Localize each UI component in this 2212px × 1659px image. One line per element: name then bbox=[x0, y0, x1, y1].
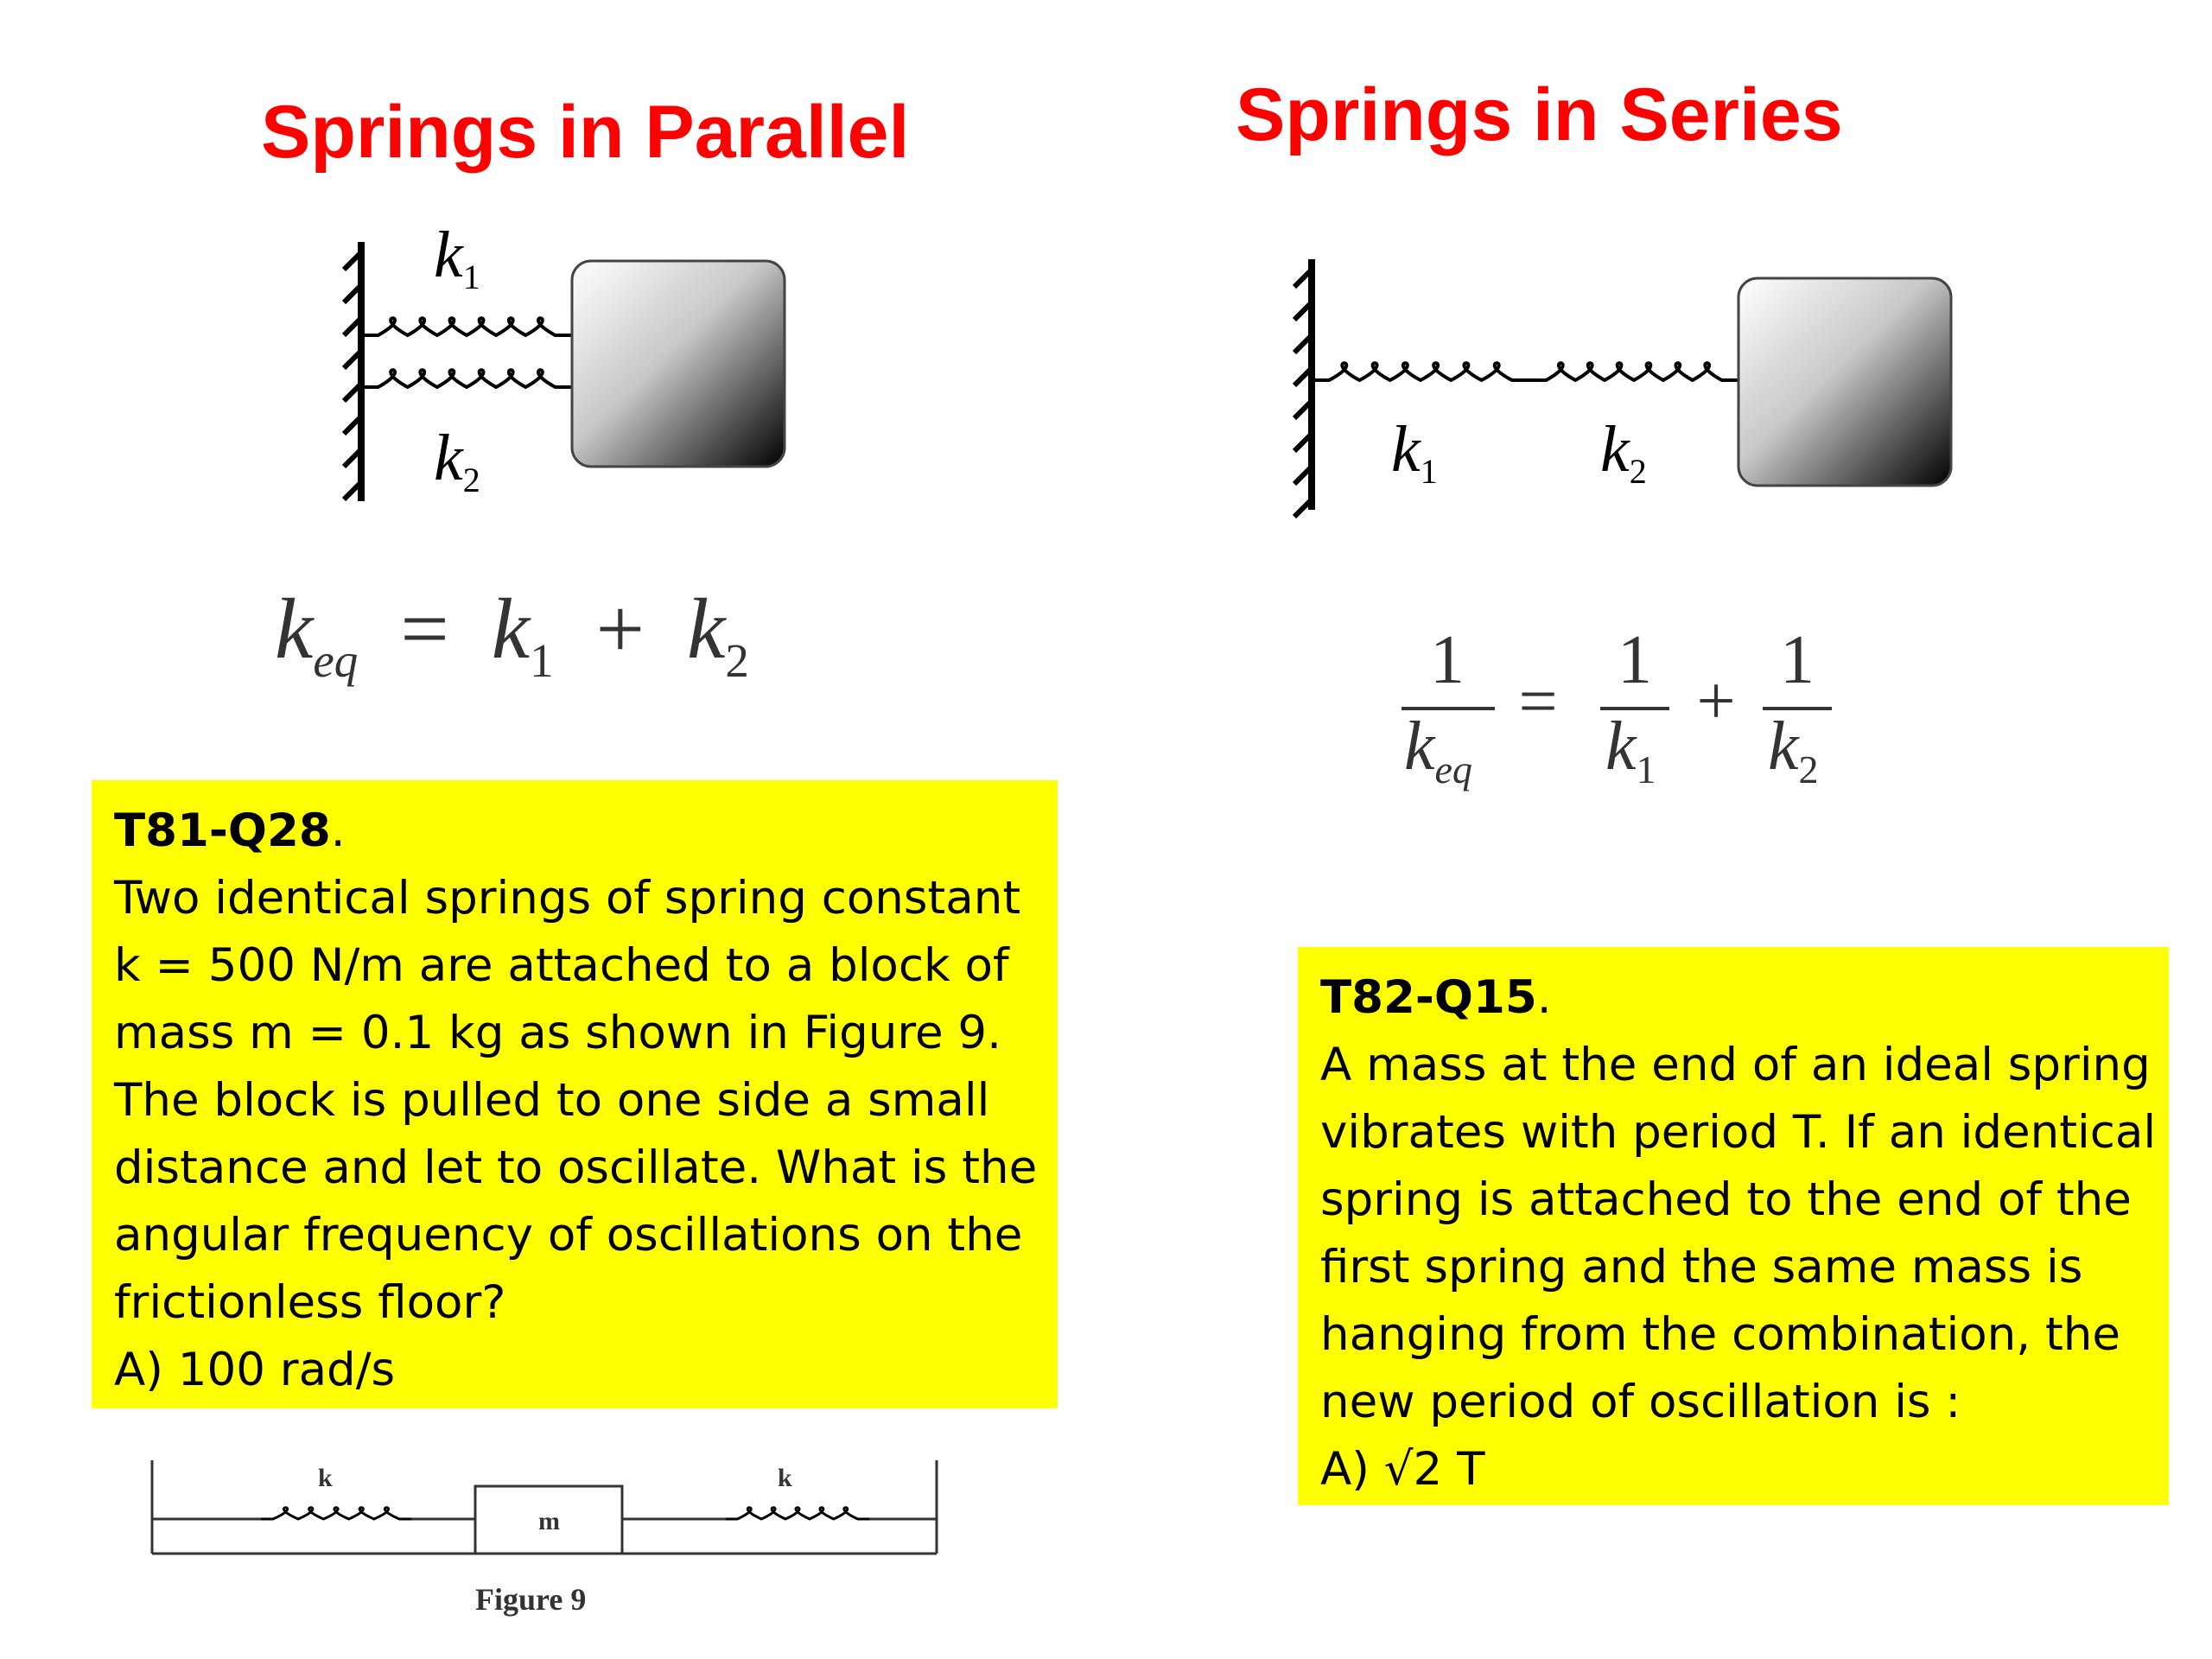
parallel-springs bbox=[361, 318, 572, 387]
svg-text:keq: $k_{eq}$ bbox=[1404, 709, 1472, 791]
spring-coil bbox=[1529, 363, 1738, 380]
spring-coil bbox=[361, 318, 572, 335]
series-springs bbox=[1312, 363, 1738, 380]
question-line: spring is attached to the end of the bbox=[1320, 1173, 2132, 1226]
parallel-title: Springs in Parallel bbox=[261, 91, 910, 174]
question-box-t82-q15 bbox=[1298, 947, 2169, 1505]
series-title: Springs in Series bbox=[1236, 73, 1843, 156]
question-line: frictionless floor? bbox=[114, 1276, 506, 1329]
svg-text:k1: $k_1$ bbox=[1605, 709, 1656, 791]
k-left-label: k bbox=[318, 1464, 333, 1492]
question-line: first spring and the same mass is bbox=[1320, 1241, 2083, 1294]
block bbox=[572, 261, 785, 467]
question-line: distance and let to oscillate. What is the bbox=[114, 1141, 1038, 1194]
question-line: k = 500 N/m are attached to a block of bbox=[114, 939, 1009, 992]
series-formula bbox=[1400, 622, 1849, 812]
answer-line: A) 100 rad/s bbox=[114, 1344, 396, 1396]
k-right-label: k bbox=[778, 1464, 792, 1492]
svg-text:k2: $k_2$ bbox=[1768, 709, 1819, 791]
question-line: Two identical springs of spring constant bbox=[114, 872, 1021, 925]
spring-coil bbox=[361, 370, 572, 387]
mass-label: m bbox=[538, 1507, 560, 1535]
k1-label: k1 bbox=[1391, 413, 1438, 491]
parallel-formula: $k_{eq} = k_1 + k_2$ bbox=[275, 581, 749, 687]
svg-text:+: + bbox=[1696, 664, 1736, 740]
k1-label: k1 bbox=[434, 219, 480, 296]
spring-coil bbox=[726, 1508, 869, 1519]
parallel-spring-diagram bbox=[320, 216, 804, 518]
question-line: mass m = 0.1 kg as shown in Figure 9. bbox=[114, 1007, 1001, 1059]
spring-coil bbox=[261, 1508, 411, 1519]
question-line: A mass at the end of an ideal spring bbox=[1320, 1039, 2151, 1091]
question-line: angular frequency of oscillations on the bbox=[114, 1209, 1023, 1262]
question-id: T81-Q28. bbox=[114, 804, 346, 857]
svg-text:1: 1 bbox=[1780, 622, 1815, 698]
block bbox=[1738, 278, 1951, 486]
k2-label: k2 bbox=[434, 422, 480, 499]
wall bbox=[1294, 259, 1312, 517]
answer-line: A) √2 T bbox=[1320, 1443, 1485, 1496]
question-id: T82-Q15. bbox=[1320, 971, 1552, 1024]
question-box-t81-q28 bbox=[92, 780, 1058, 1408]
question-line: vibrates with period T. If an identical bbox=[1320, 1106, 2157, 1159]
svg-text:=: = bbox=[1518, 664, 1558, 740]
question-line: new period of oscillation is : bbox=[1320, 1376, 1961, 1428]
question-line: hanging from the combination, the bbox=[1320, 1308, 2120, 1361]
k2-label: k2 bbox=[1600, 413, 1647, 491]
figure-9-caption: Figure 9 bbox=[475, 1582, 587, 1617]
question-line: The block is pulled to one side a small bbox=[114, 1074, 990, 1127]
figure-9-diagram bbox=[147, 1452, 950, 1564]
spring-coil bbox=[1312, 363, 1529, 380]
series-spring-diagram bbox=[1270, 251, 1961, 527]
svg-text:1: 1 bbox=[1618, 622, 1652, 698]
wall bbox=[344, 242, 361, 501]
svg-text:1: 1 bbox=[1430, 622, 1465, 698]
